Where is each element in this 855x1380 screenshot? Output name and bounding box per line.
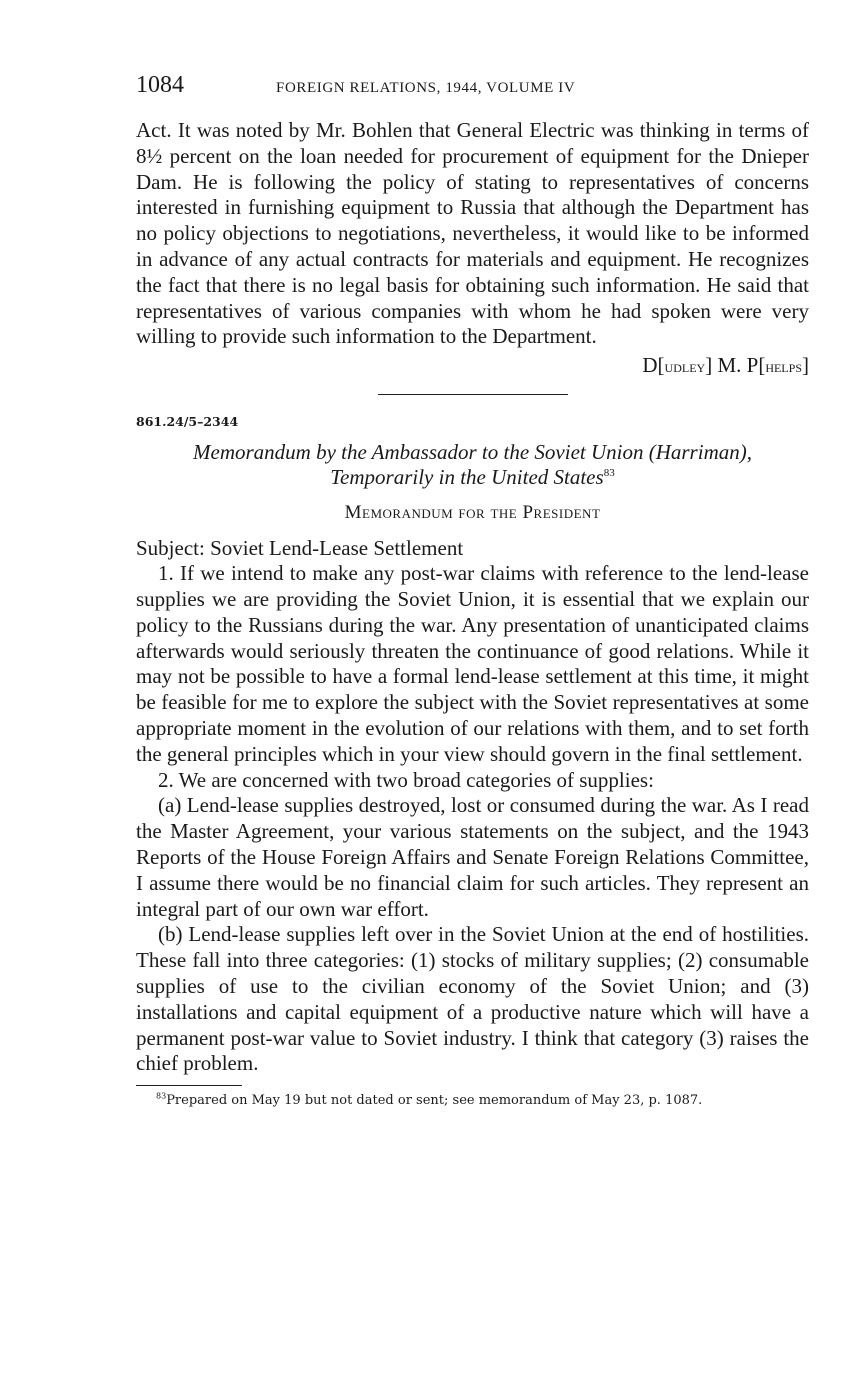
document-title [136,440,809,490]
signature [136,352,809,380]
running-head [136,72,809,108]
memo-paragraph-1: 1. If we intend to make any post-war claims with reference to the lend-lease supplies we are providing the Soviet Union, it is essential that we explain our policy to the Russians during the war. Any presentation of unanticipated claims afterwards would seriously threaten the continuance of good relations. While it may not be possible to have a formal lend-lease settlement at this time, it might be feasible for me to explore the subject with the Soviet representatives at some appropriate moment in the evolution of our relations with them, and to set forth the general principles which in your view should govern in the final settlement. [136,561,809,766]
running-title: FOREIGN RELATIONS, 1944, VOLUME IV [276,80,576,96]
signature-part: ] [802,353,809,378]
section-divider [378,394,568,395]
footnote-marker: 83 [156,1091,167,1101]
subject-line: Subject: Soviet Lend-Lease Settlement [136,536,464,561]
signature-part: D[ [642,353,665,378]
document-page [136,72,809,1109]
footnote-divider [136,1085,242,1086]
footnote-text: Prepared on May 19 but not dated or sent; see memorandum of May 23, p. 1087. [166,1093,703,1109]
document-title-line-1: Memorandum by the Ambassador to the Soviet Union (Harriman), [193,440,752,465]
document-title-line-2-text: Temporarily in the United States [330,465,604,490]
signature-part: ] M. P[ [705,353,766,378]
signature-part: helps [765,357,802,377]
signature-part: udley [664,357,706,377]
memo-paragraph-2: 2. We are concerned with two broad categories of supplies: [158,767,654,792]
memo-heading: Memorandum for the President [344,502,601,524]
footnote [136,1092,809,1109]
document-title-line-2 [136,465,809,490]
page-number: 1084 [136,72,184,98]
memo-paragraph-2a: (a) Lend-lease supplies destroyed, lost or consumed during the war. As I read the Master Agreement, your various statements on the subject, and the 1943 Reports of the House Foreign Affairs and Senate Foreign Relations Committee, I assume there would be no financial claim for such articles. They represent an integral part of our own war effort. [136,793,809,921]
memo-paragraph-2b: (b) Lend-lease supplies left over in the Soviet Union at the end of hostilities. These fall into three categories: (1) stocks of military supplies; (2) consumable supplies of use to the civilian economy of the Soviet Union; and (3) installations and capital equipment of a productive nature which will have a permanent post-war value to Soviet industry. I think that category (3) raises the chief problem. [136,922,809,1076]
footnote-reference[interactable]: 83 [603,467,615,480]
continuation-paragraph: Act. It was noted by Mr. Bohlen that General Electric was thinking in terms of 8½ percent on the loan needed for procurement of equipment for the Dnieper Dam. He is following the policy of stating to representatives of concerns interested in furnishing equipment to Russia that although the Department has no policy objections to negotiations, nevertheless, it would like to be informed in advance of any actual contracts for materials and equipment. He recognizes the fact that there is no legal basis for obtaining such information. He said that representatives of various companies with whom he had spoken were very willing to provide such information to the Department. [136,118,809,349]
file-number: 861.24/5–2344 [136,414,239,430]
